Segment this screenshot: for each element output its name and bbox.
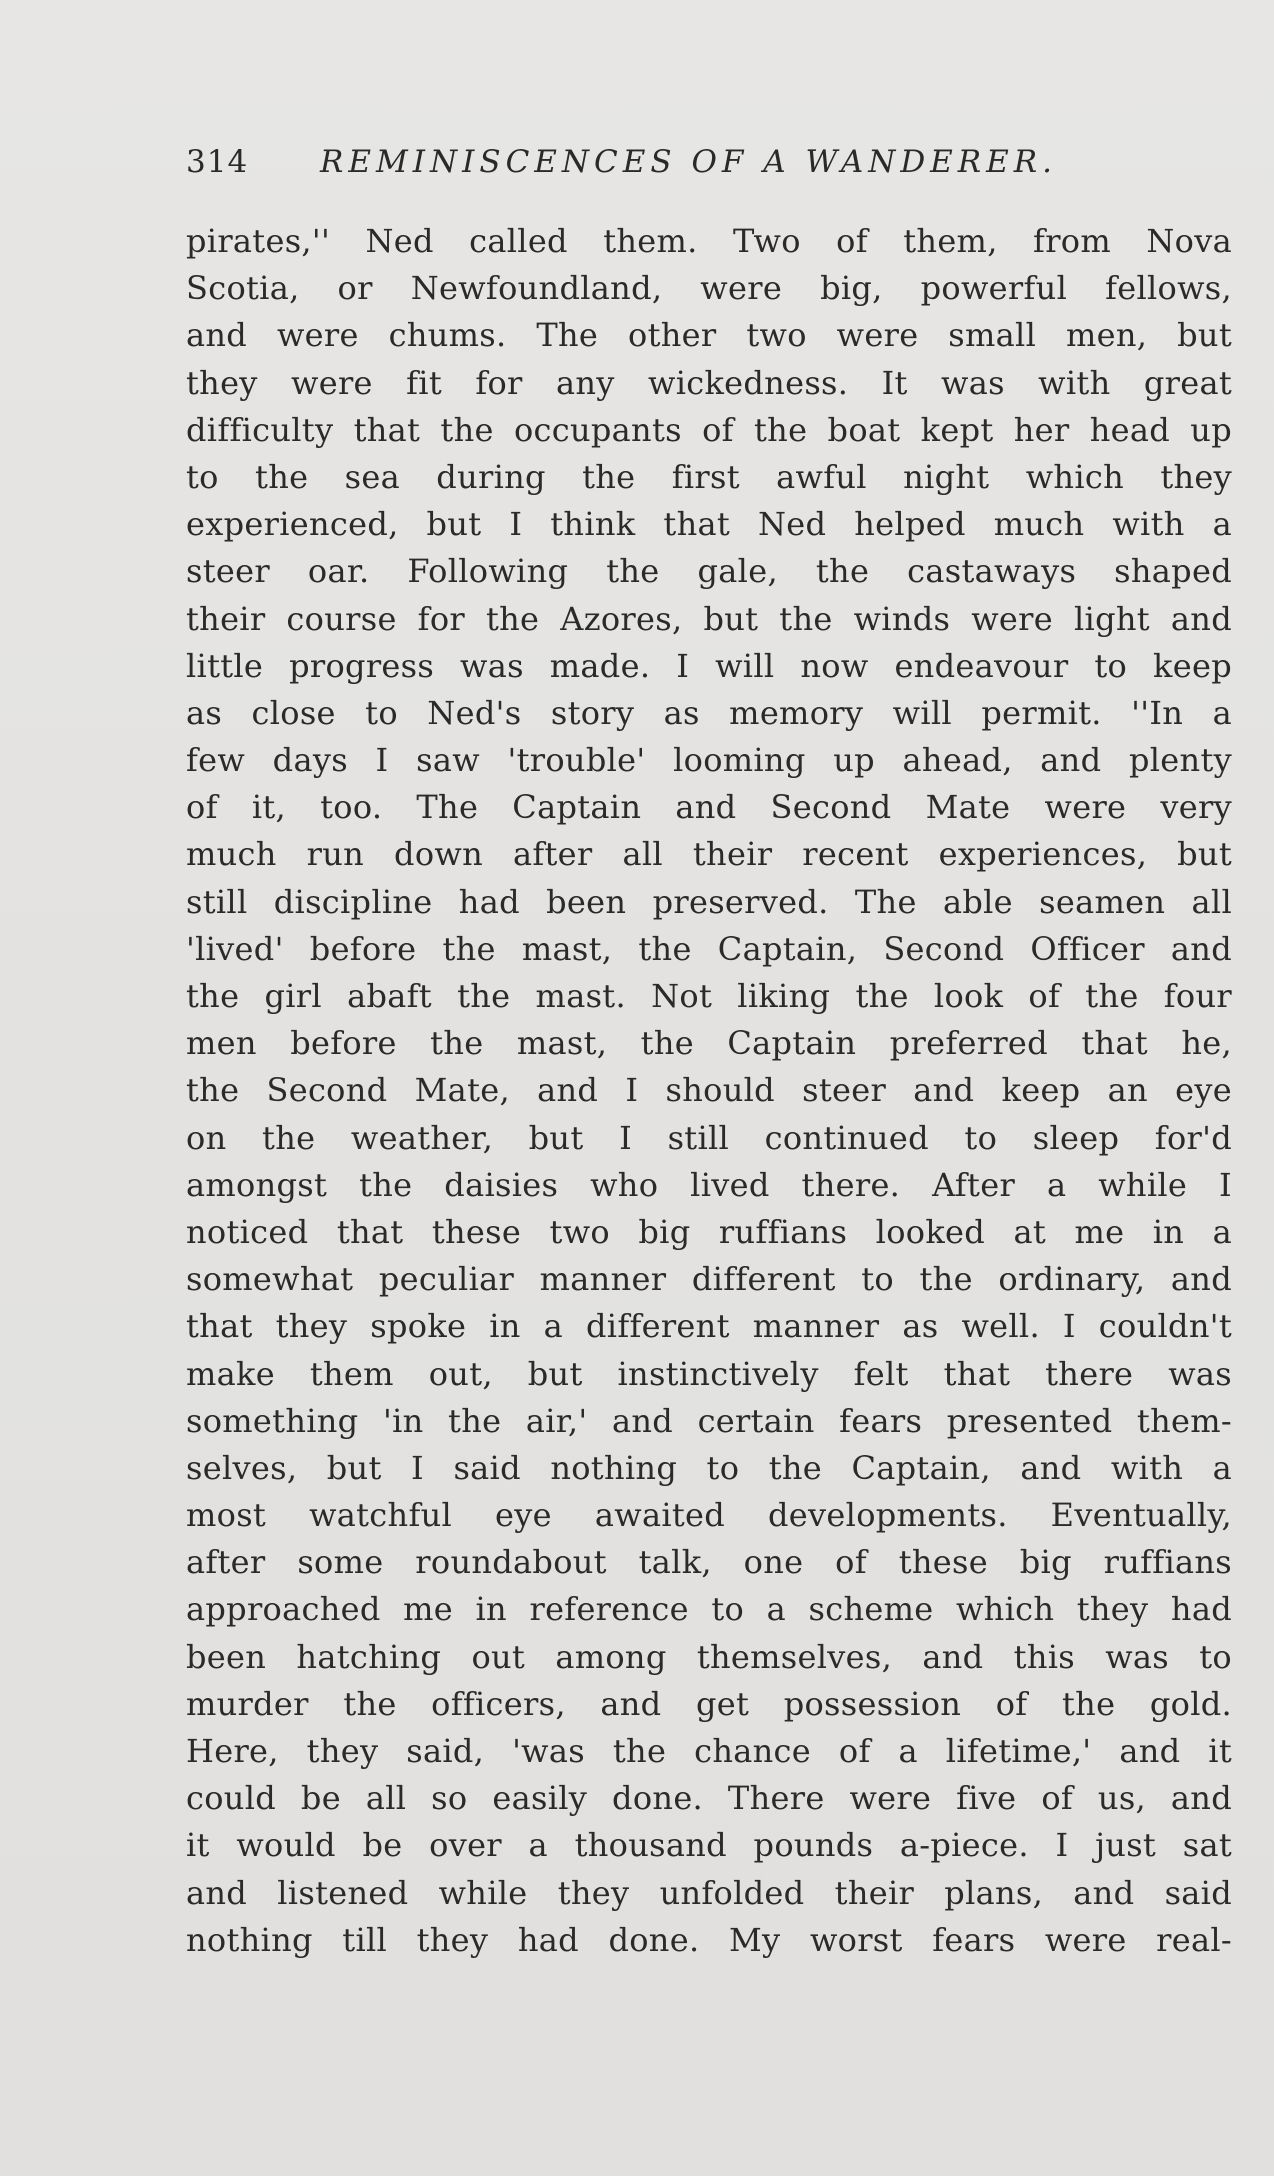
text-line: been hatching out among themselves, and this was to [186,1637,1232,1676]
text-line: men before the mast, the Captain preferred that he, [186,1024,1232,1063]
text-line: they were fit for any wickedness. It was with great [186,363,1232,402]
text-line: could be all so easily done. There were five of us, and [186,1779,1232,1818]
text-line: and listened while they unfolded their plans, and said [186,1873,1232,1912]
text-line: Here, they said, 'was the chance of a lifetime,' and it [186,1732,1232,1770]
text-line: pirates,'' Ned called them. Two of them, from Nova [186,222,1232,260]
text-line: murder the officers, and get possession of the gold. [186,1684,1232,1723]
text-line: still discipline had been preserved. The able seamen all [186,882,1232,921]
text-line: to the sea during the first awful night which they [186,457,1232,496]
text-line: as close to Ned's story as memory will permit. ''In a [186,693,1232,732]
text-line: steer oar. Following the gale, the castaways shaped [186,552,1232,591]
text-line: difficulty that the occupants of the boat kept her head up [186,410,1232,449]
text-line: after some roundabout talk, one of these big ruffians [186,1543,1232,1582]
text-line: selves, but I said nothing to the Captain, and with a [186,1448,1232,1487]
page-number: 314 [186,144,249,180]
text-line: it would be over a thousand pounds a-piece. I just sat [186,1826,1232,1865]
text-line: approached me in reference to a scheme which they had [186,1590,1232,1629]
text-line: something 'in the air,' and certain fears presented them- [186,1401,1232,1440]
text-line: noticed that these two big ruffians looked at me in a [186,1212,1232,1251]
running-title: REMINISCENCES OF A WANDERER. [320,144,1057,180]
text-line: experienced, but I think that Ned helped much with a [186,505,1232,544]
text-line: few days I saw 'trouble' looming up ahead, and plenty [186,741,1232,780]
text-line: nothing till they had done. My worst fears were real- [186,1920,1232,1959]
text-line: and were chums. The other two were small men, but [186,316,1232,355]
text-line: much run down after all their recent experiences, but [186,835,1232,874]
text-line: amongst the daisies who lived there. After a while I [186,1165,1232,1204]
text-line: make them out, but instinctively felt that there was [186,1354,1232,1393]
text-line: that they spoke in a different manner as well. I couldn't [186,1307,1232,1346]
text-line: 'lived' before the mast, the Captain, Second Officer and [186,929,1232,968]
body-text [186,218,1232,1964]
text-line: somewhat peculiar manner different to the ordinary, and [186,1260,1232,1299]
text-line: of it, too. The Captain and Second Mate were very [186,788,1232,827]
text-line: most watchful eye awaited developments. Eventually, [186,1496,1232,1535]
text-line: the girl abaft the mast. Not liking the look of the four [186,977,1232,1015]
text-line: on the weather, but I still continued to sleep for'd [186,1118,1232,1157]
running-head [186,138,1126,186]
text-line: their course for the Azores, but the winds were light and [186,599,1232,638]
text-line: the Second Mate, and I should steer and keep an eye [186,1071,1232,1110]
text-line: Scotia, or Newfoundland, were big, powerful fellows, [186,269,1232,308]
text-line: little progress was made. I will now endeavour to keep [186,646,1232,685]
